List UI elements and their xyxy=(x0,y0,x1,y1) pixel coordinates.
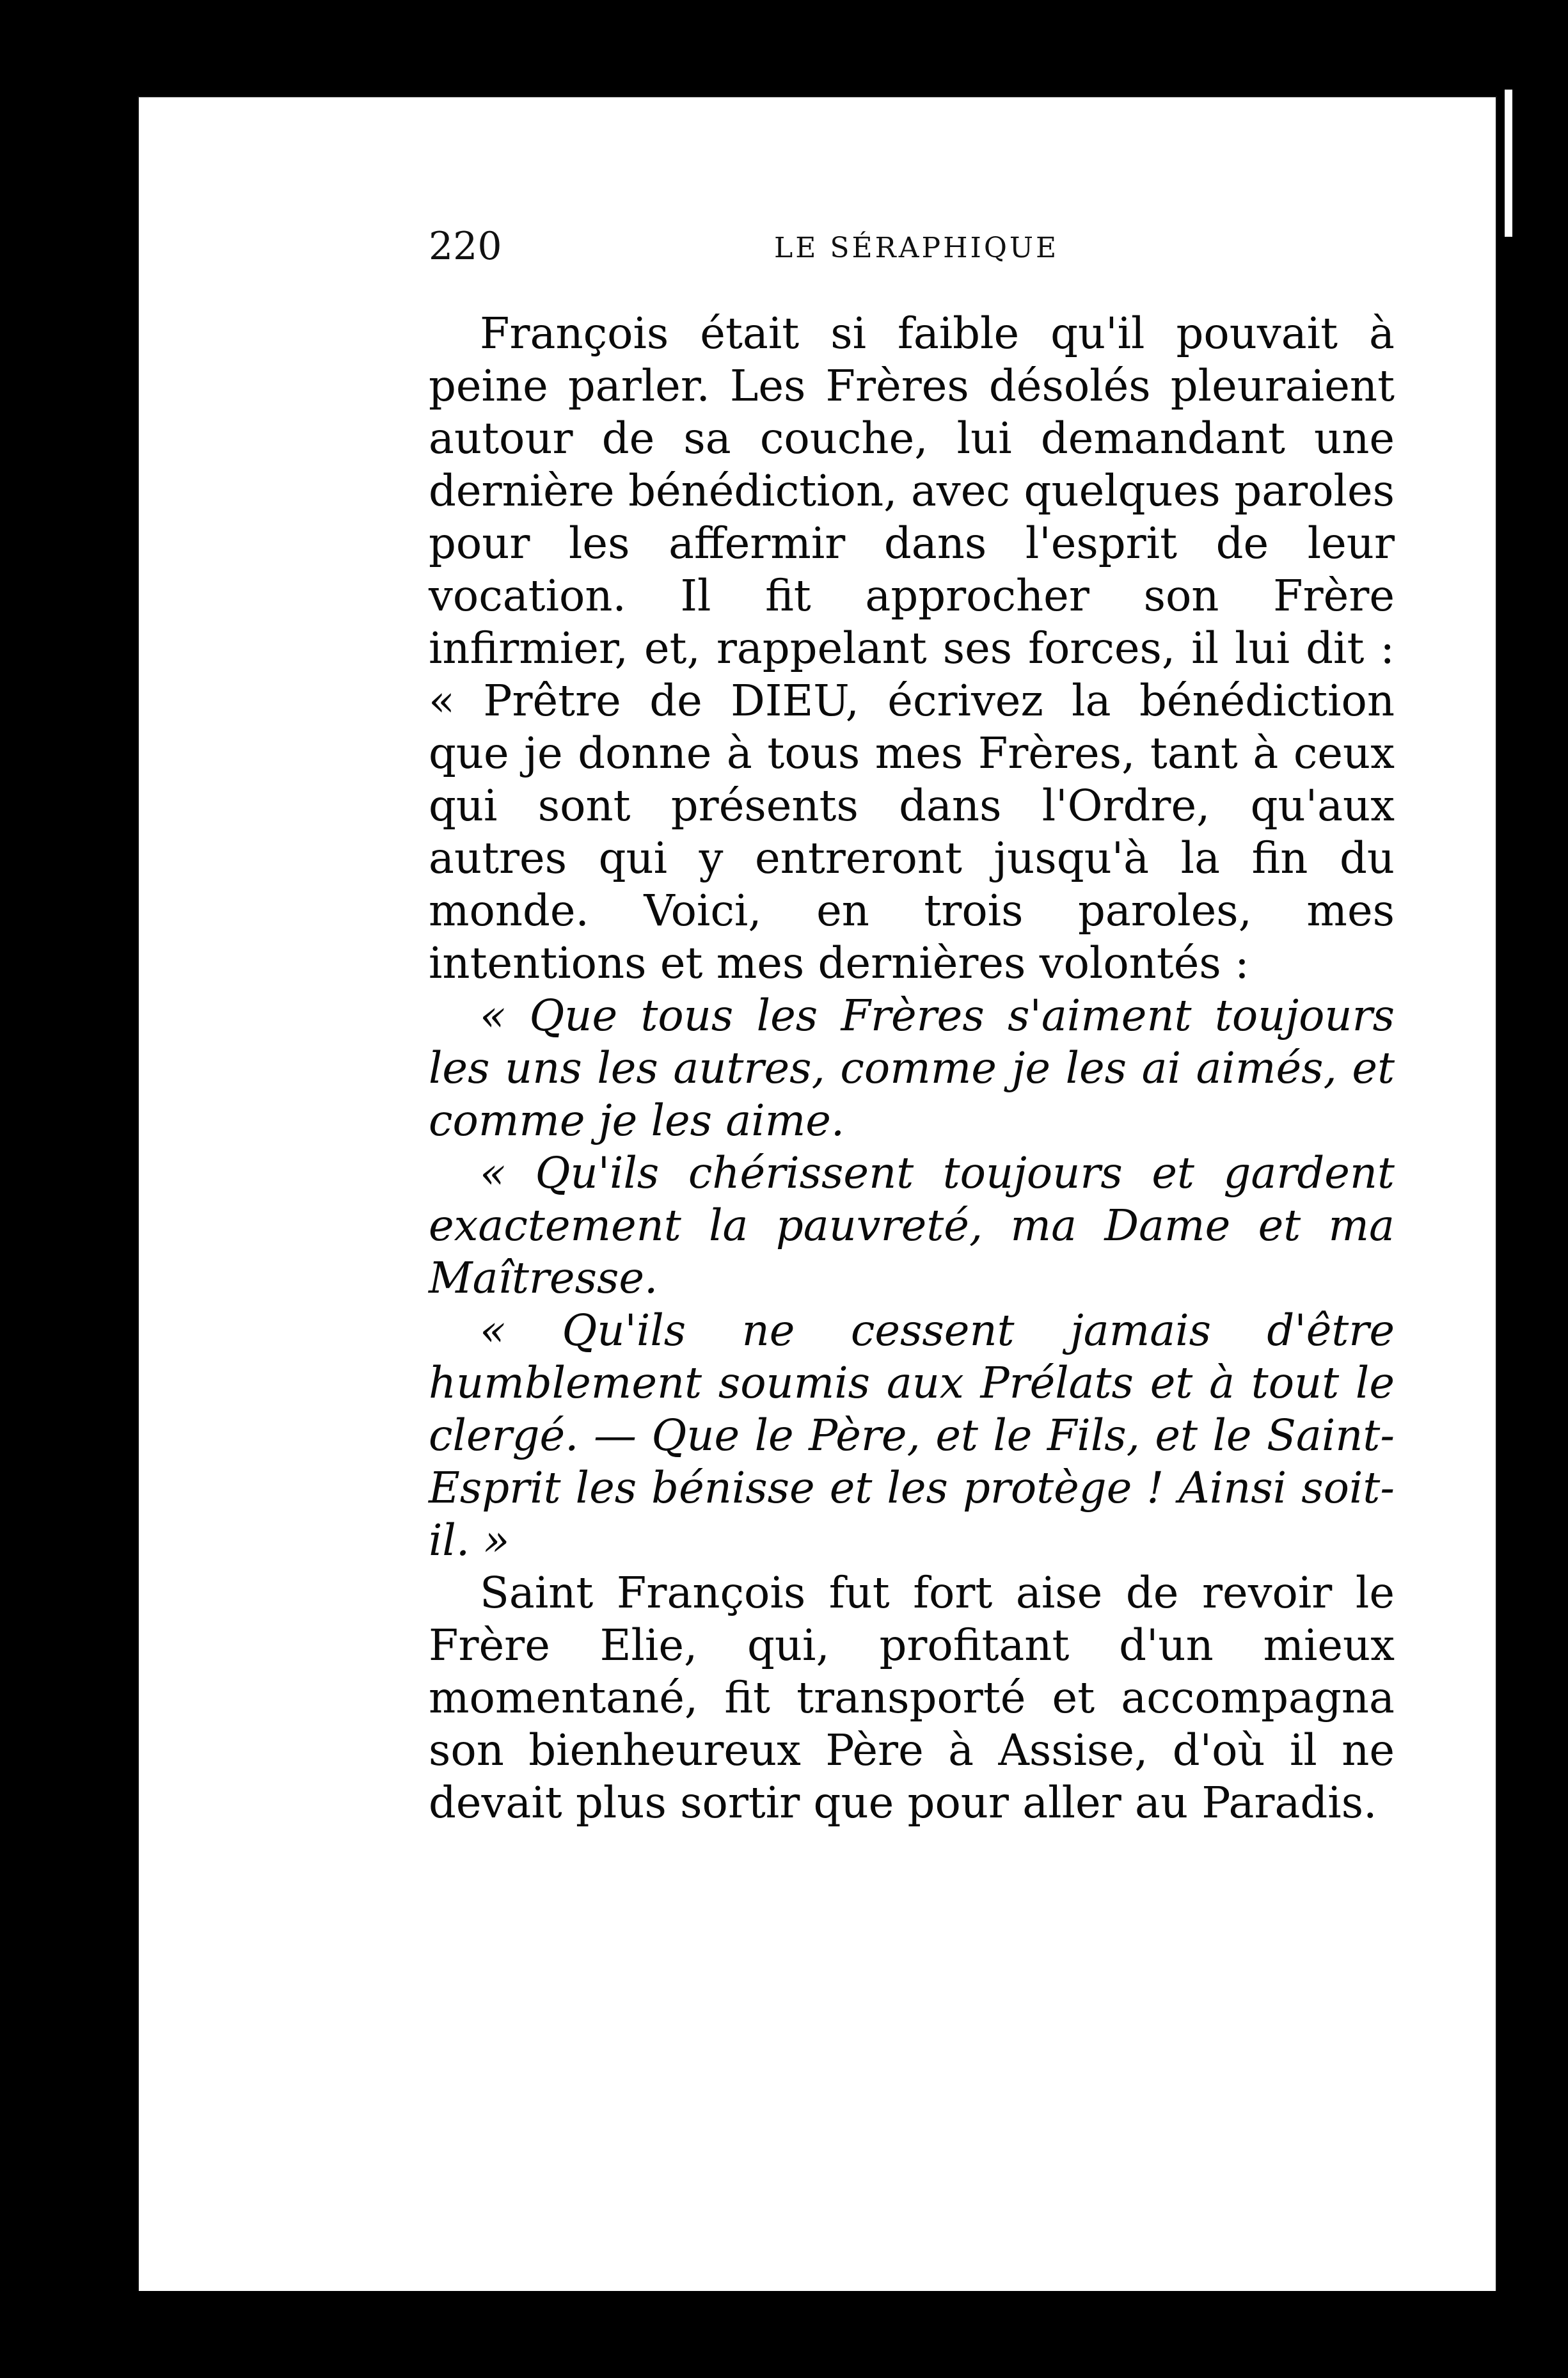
paragraph-blessing-1: « Que tous les Frères s'aiment toujours les uns les autres, comme je les ai aimés, et comme je les aime. xyxy=(429,991,1395,1145)
page-bottom-edge xyxy=(138,2291,1497,2304)
page-header xyxy=(429,224,1369,282)
paragraph-blessing-3: « Qu'ils ne cessent jamais d'être humblement soumis aux Prélats et à tout le clergé. — Que le Père, et le Fils, et le Saint-Esprit les bénisse et les protège ! Ainsi soit-il. » xyxy=(429,1305,1395,1565)
paragraph: François était si faible qu'il pouvait à peine parler. Les Frères désolés pleuraient autour de sa couche, lui demandant une dernière bénédiction, avec quelques paroles pour les affermir dans l'esprit de leur vocation. Il fit approcher son Frère infirmier, et, rappelant ses forces, il lui dit : « Prêtre de DIEU, écrivez la bénédiction que je donne à tous mes Frères, tant à ceux qui sont présents dans l'Ordre, qu'aux autres qui y entreront jusqu'à la fin du monde. Voici, en trois paroles, mes intentions et mes dernières volontés : xyxy=(429,308,1395,988)
page-right-edge xyxy=(1497,83,1516,2304)
running-title: LE SÉRAPHIQUE xyxy=(774,232,1059,264)
page-right-mark xyxy=(1505,90,1512,237)
paragraph-blessing-2: « Qu'ils chérissent toujours et gardent exactement la pauvreté, ma Dame et ma Maîtresse. xyxy=(429,1148,1395,1303)
page-number: 220 xyxy=(429,224,502,269)
body-text xyxy=(429,307,1395,1829)
paragraph: Saint François fut fort aise de revoir le Frère Elie, qui, profitant d'un mieux momentané, fit transporté et accompagna son bienheureux Père à Assise, d'où il ne devait plus sortir que pour aller au Paradis. xyxy=(429,1568,1395,1828)
